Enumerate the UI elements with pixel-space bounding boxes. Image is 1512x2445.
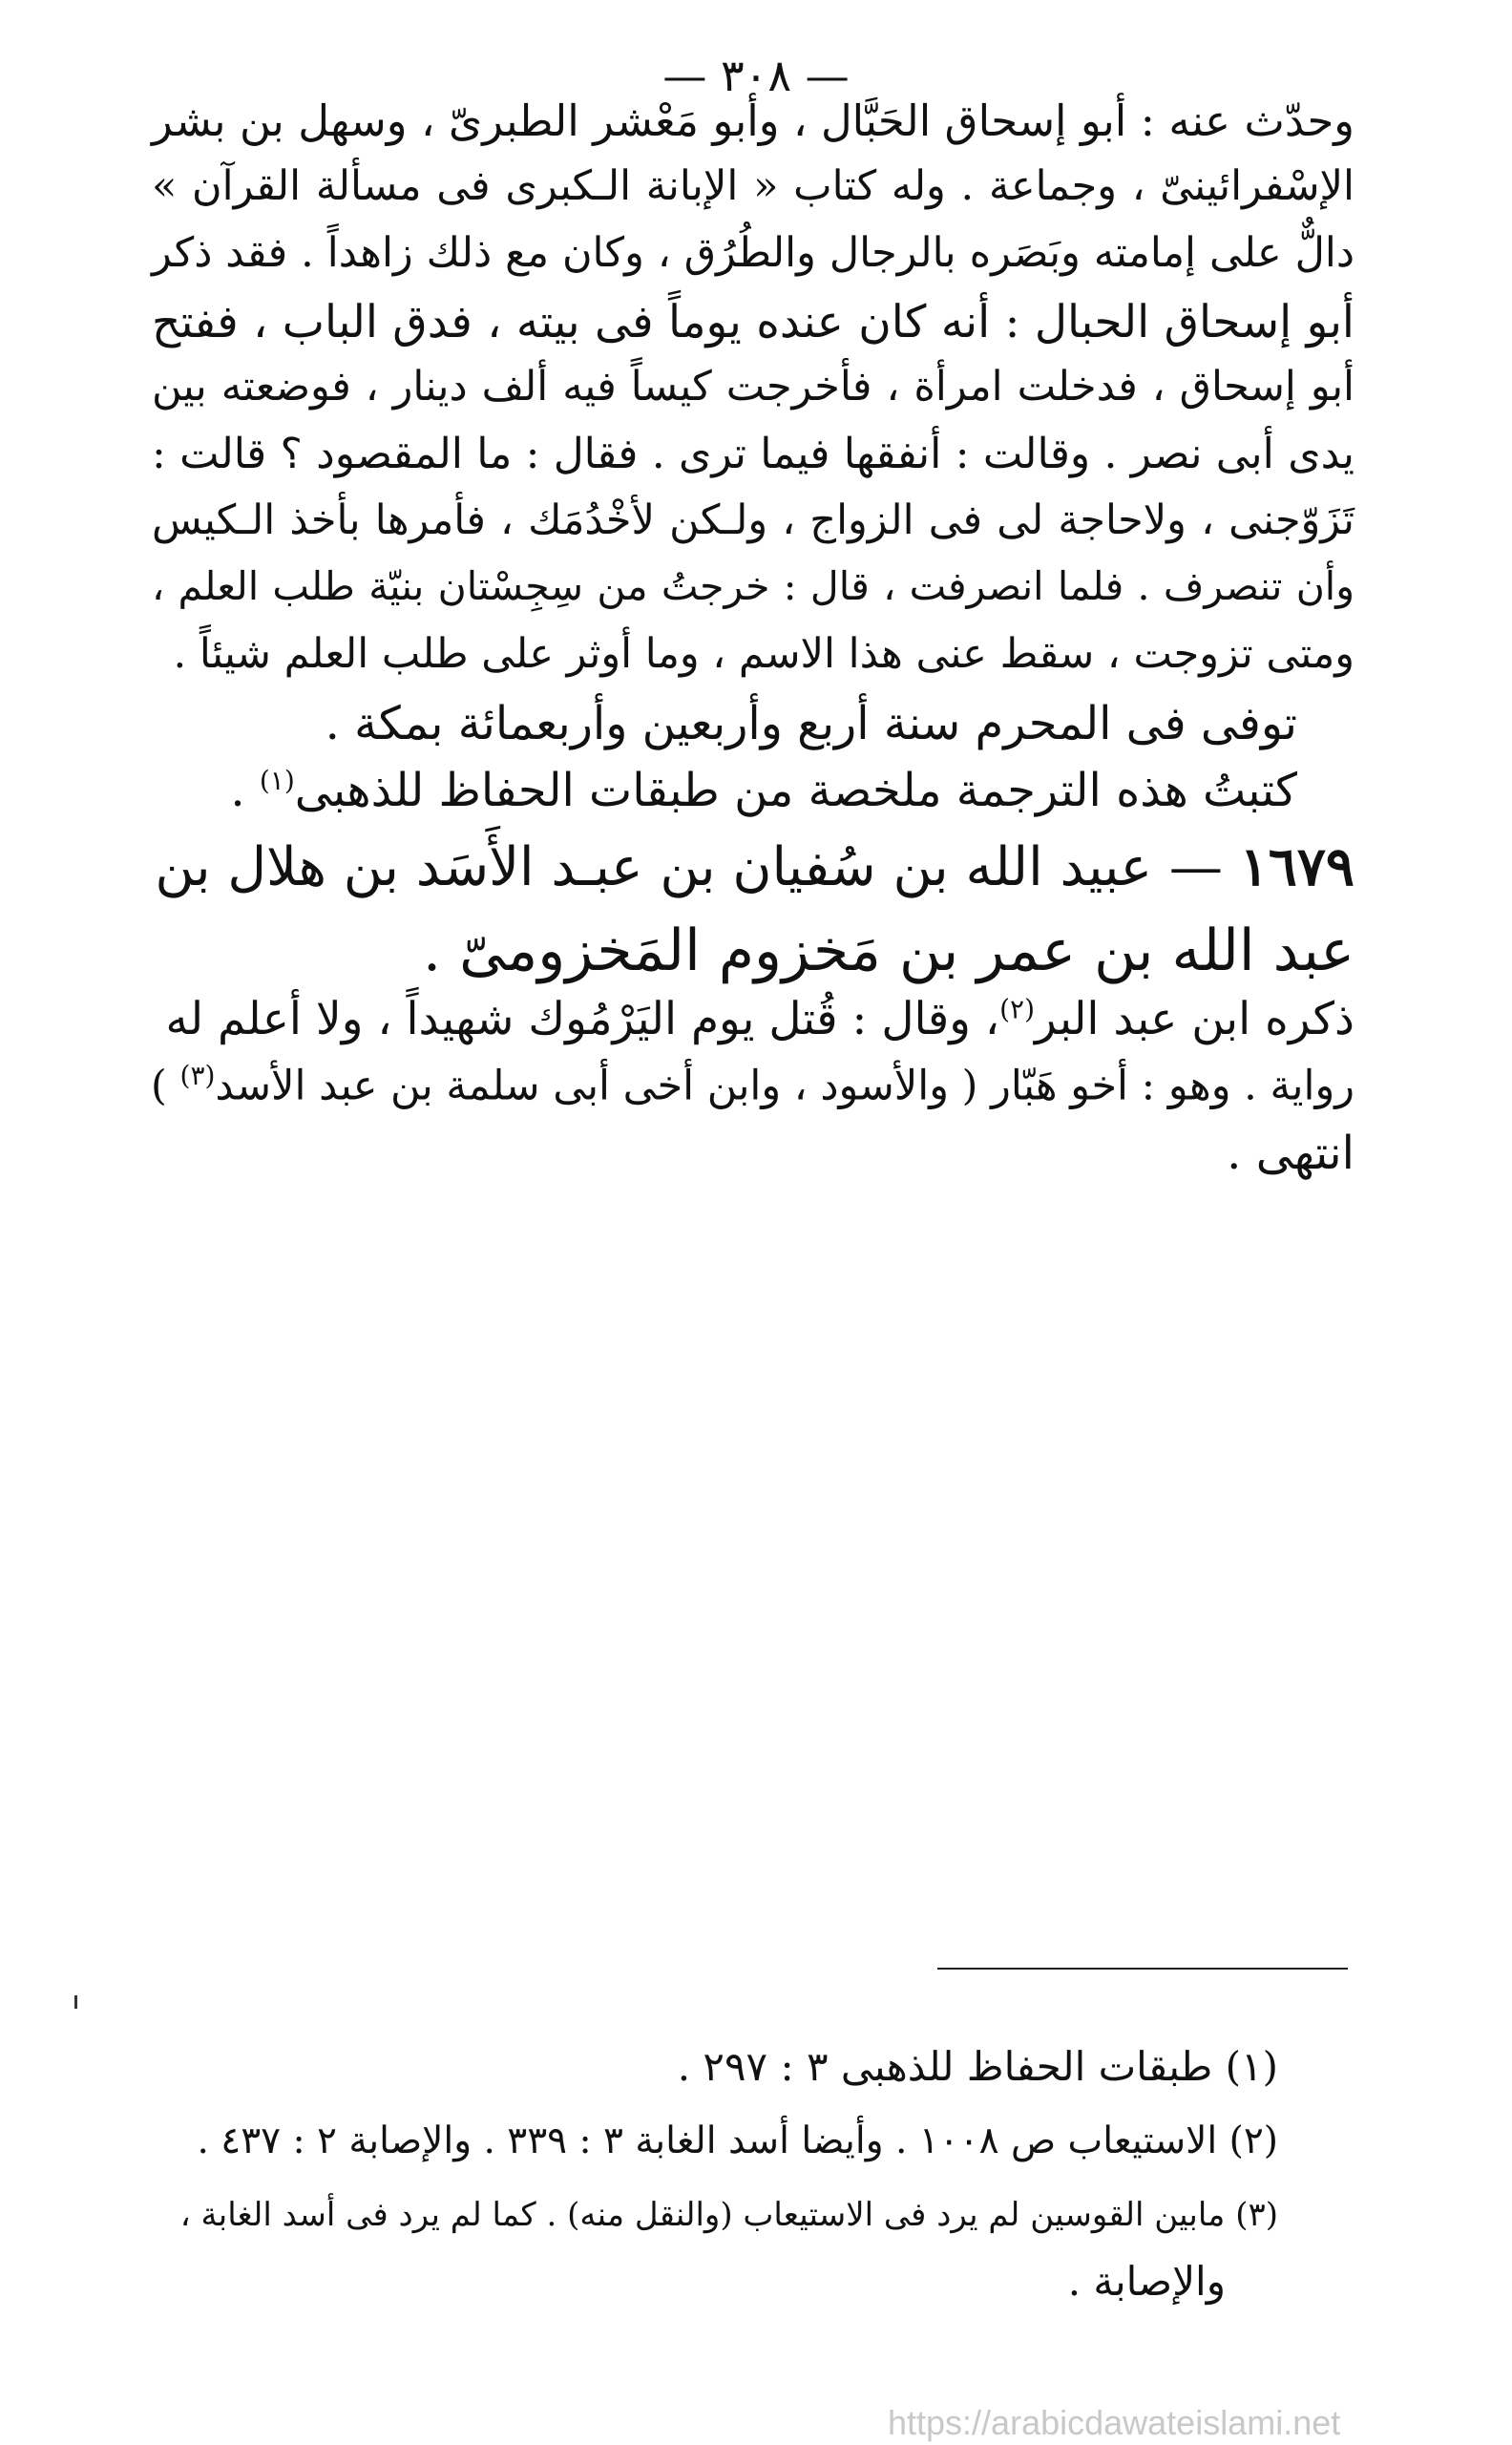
death-line: توفى فى المحرم سنة أربع وأربعين وأربعمائة بمكة . bbox=[325, 697, 1297, 750]
entry-number: ١٦٧٩ bbox=[1239, 835, 1354, 898]
source-text: كتبتُ هذه الترجمة ملخصة من طبقات الحفاظ للذهبى bbox=[294, 764, 1297, 817]
paragraph-line: تَزَوّجنى ، ولاحاجة لى فى الزواج ، ولـكن لأخْدُمَك ، فأمرها بأخذ الـكيس bbox=[152, 496, 1354, 544]
page-number: — ٣٠٨ — bbox=[662, 50, 850, 101]
source-end: . bbox=[230, 764, 260, 817]
paragraph-line: انتهى . bbox=[1227, 1127, 1354, 1180]
entry-heading-continued: عبد الله بن عمر بن مَخزوم المَخزومىّ . bbox=[423, 917, 1354, 984]
paragraph-line: وأن تنصرف . فلما انصرفت ، قال : خرجتُ من سِجِسْتان بنيّة طلب العلم ، bbox=[152, 563, 1354, 609]
text-run: رواية . وهو : أخو هَبّار ( والأسود ، وابن أخى أبى سلمة بن عبد الأسد bbox=[215, 1062, 1354, 1110]
footnote-ref: (١) bbox=[259, 765, 295, 796]
paragraph-line bbox=[152, 993, 1354, 1046]
footnote-ref: (٢) bbox=[999, 993, 1035, 1025]
paragraph-line: يدى أبى نصر . وقالت : أنفقها فيما ترى . فقال : ما المقصود ؟ قالت : bbox=[152, 430, 1354, 478]
entry-heading bbox=[142, 835, 1354, 899]
paragraph-line bbox=[152, 1060, 1354, 1111]
text-run: ذكره ابن عبد البر bbox=[1035, 993, 1354, 1045]
text-run: ) bbox=[151, 1062, 180, 1110]
watermark: https://arabicdawateislami.net bbox=[888, 2403, 1341, 2442]
footnote-divider bbox=[937, 1968, 1348, 1970]
footnote: (٣) مابين القوسين لم يرد فى الاستيعاب (والنقل منه) . كما لم يرد فى أسد الغابة ، bbox=[179, 2196, 1278, 2234]
paragraph-line: دالٌّ على إمامته وبَصَره بالرجال والطُرُق ، وكان مع ذلك زاهداً . فقد ذكر bbox=[152, 229, 1354, 277]
footnote: (١) طبقات الحفاظ للذهبى ٣ : ٢٩٧ . bbox=[677, 2043, 1278, 2090]
entry-title: — عبيد الله بن سُفيان بن عبـد الأَسَد بن هلال بن bbox=[155, 836, 1240, 898]
paragraph-line: ومتى تزوجت ، سقط عنى هذا الاسم ، وما أوثر على طلب العلم شيئاً . bbox=[173, 630, 1354, 678]
source-line bbox=[152, 764, 1297, 819]
footnote-ref: (٣) bbox=[179, 1060, 216, 1091]
footnote: (٢) الاستيعاب ص ١٠٠٨ . وأيضا أسد الغابة ٣ : ٣٣٩ . والإصابة ٢ : ٤٣٧ . bbox=[197, 2119, 1278, 2162]
paragraph-line: الإسْفرائينىّ ، وجماعة . وله كتاب « الإبانة الـكبرى فى مسألة القرآن » bbox=[152, 162, 1354, 210]
text-run: ، وقال : قُتل يوم اليَرْمُوك شهيداً ، ولا أعلم له bbox=[165, 993, 1000, 1045]
paragraph-line: وحدّث عنه : أبو إسحاق الحَبَّال ، وأبو مَعْشر الطبرىّ ، وسهل بن بشر bbox=[152, 95, 1354, 146]
paragraph-line: أبو إسحاق الحبال : أنه كان عنده يوماً فى بيته ، فدق الباب ، ففتح bbox=[152, 296, 1354, 348]
paragraph-line: أبو إسحاق ، فدخلت امرأة ، فأخرجت كيساً فيه ألف دينار ، فوضعته بين bbox=[152, 363, 1354, 411]
stray-mark bbox=[74, 1995, 77, 2009]
footnote-continued: والإصابة . bbox=[1067, 2258, 1226, 2305]
